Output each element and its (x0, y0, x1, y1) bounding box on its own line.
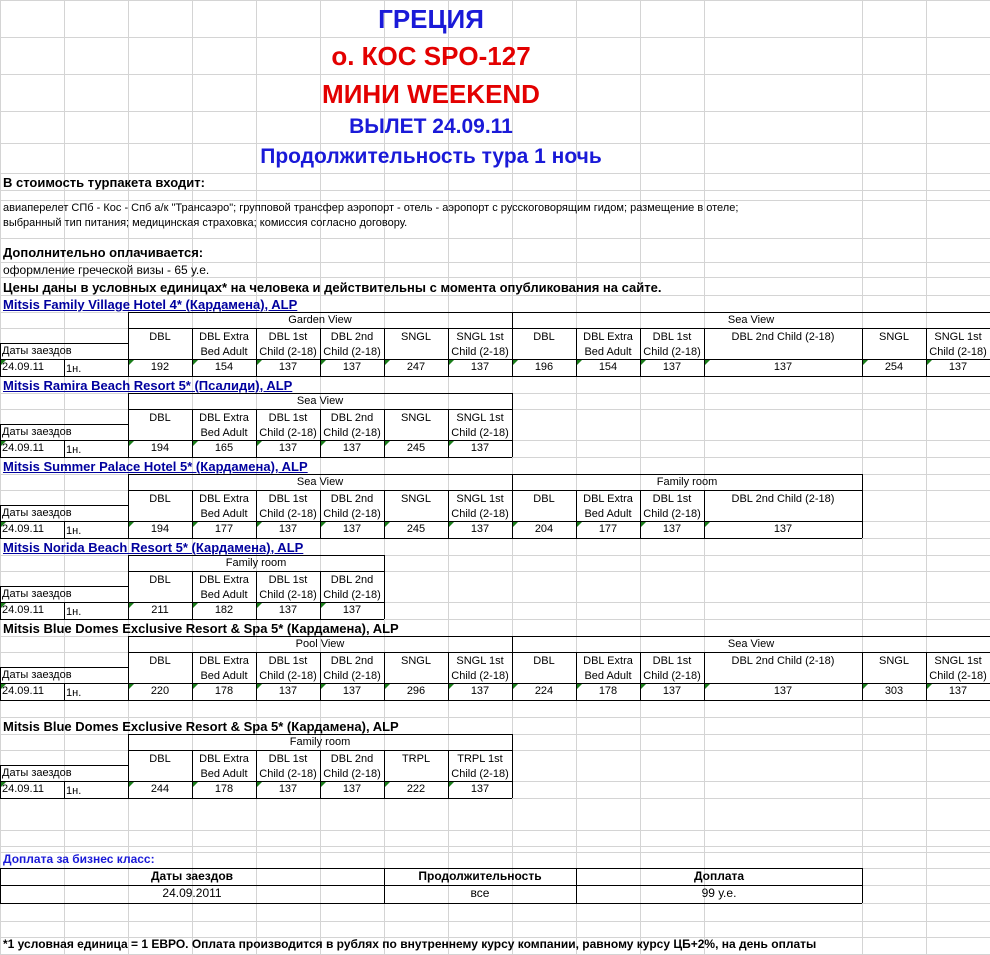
comment-marker (705, 522, 710, 527)
price-cell: 177 (214, 523, 234, 535)
price-cell: 137 (662, 685, 682, 697)
date-cell: 24.09.11 (2, 523, 45, 535)
business-heading: Доплата за бизнес класс: (3, 852, 155, 866)
comment-marker (321, 684, 326, 689)
comment-marker (321, 603, 326, 608)
comment-marker (193, 360, 198, 365)
business-column-header: Даты заездов (150, 869, 234, 883)
comment-marker (257, 782, 262, 787)
comment-marker (257, 684, 262, 689)
column-header: Child (2-18) (323, 508, 381, 520)
column-header: Child (2-18) (643, 670, 701, 682)
room-group-header: Family room (225, 557, 287, 569)
column-header: DBL 2nd (330, 753, 374, 765)
column-header: Bed Adult (584, 670, 632, 682)
price-cell: 194 (150, 523, 170, 535)
room-group-header: Sea View (296, 395, 344, 407)
comment-marker (321, 360, 326, 365)
nights-cell: 1н. (66, 687, 82, 699)
comment-marker (129, 441, 134, 446)
column-header: DBL (149, 574, 171, 586)
hotel-name-link[interactable]: Mitsis Norida Beach Resort 5* (Кардамена), ALP (3, 540, 304, 555)
room-group-header: Sea View (296, 476, 344, 488)
price-cell: 137 (278, 604, 298, 616)
includes-line-2: выбранный тип питания; медицинская страховка; комиссия согласно договору. (3, 217, 408, 229)
column-header: Child (2-18) (323, 670, 381, 682)
price-cell: 222 (406, 783, 426, 795)
price-cell: 137 (342, 442, 362, 454)
column-header: DBL (149, 493, 171, 505)
includes-line-1: авиаперелет СПб - Кос - Спб а/к "Трансаэро"; групповой трансфер аэропорт - отель - аэропорт с русскоговорящим гидом; размещение в отеле; (3, 202, 739, 214)
column-header: DBL 2nd (330, 655, 374, 667)
column-header: Child (2-18) (929, 670, 987, 682)
footnote: *1 условная единица = 1 ЕВРО. Оплата производится в рублях по внутреннему курсу компании, равному курсу ЦБ+2%, на день оплаты (3, 937, 817, 951)
dates-label: Даты заездов (2, 426, 72, 438)
room-group-header: Family room (289, 736, 351, 748)
comment-marker (193, 684, 198, 689)
column-header: SNGL (401, 331, 431, 343)
room-group-header: Sea View (727, 314, 775, 326)
column-header: TRPL 1st (457, 753, 503, 765)
comment-marker (321, 441, 326, 446)
price-cell: 137 (470, 783, 490, 795)
column-header: Bed Adult (584, 346, 632, 358)
column-header: SNGL (401, 655, 431, 667)
price-cell: 254 (884, 361, 904, 373)
comment-marker (1, 782, 6, 787)
comment-marker (641, 522, 646, 527)
comment-marker (927, 360, 932, 365)
extra-heading: Дополнительно оплачивается: (3, 245, 204, 260)
price-cell: 192 (150, 361, 170, 373)
comment-marker (577, 522, 582, 527)
price-cell: 137 (662, 361, 682, 373)
column-header: DBL Extra (199, 655, 249, 667)
comment-marker (193, 522, 198, 527)
hotel-name-link[interactable]: Mitsis Summer Palace Hotel 5* (Кардамена), ALP (3, 459, 308, 474)
column-header: DBL (149, 331, 171, 343)
price-cell: 204 (534, 523, 554, 535)
column-header: TRPL (401, 753, 431, 765)
comment-marker (193, 603, 198, 608)
price-cell: 137 (773, 685, 793, 697)
column-header: DBL 2nd Child (2-18) (731, 493, 835, 505)
column-header: Child (2-18) (451, 670, 509, 682)
price-cell: 154 (598, 361, 618, 373)
comment-marker (385, 782, 390, 787)
price-cell: 177 (598, 523, 618, 535)
comment-marker (577, 360, 582, 365)
comment-marker (577, 684, 582, 689)
column-header: DBL Extra (583, 655, 633, 667)
comment-marker (193, 782, 198, 787)
comment-marker (449, 684, 454, 689)
column-header: DBL 2nd (330, 412, 374, 424)
price-cell: 137 (278, 361, 298, 373)
column-header: Child (2-18) (323, 768, 381, 780)
column-header: Child (2-18) (259, 346, 317, 358)
comment-marker (129, 522, 134, 527)
column-header: Child (2-18) (929, 346, 987, 358)
hotel-name: Mitsis Blue Domes Exclusive Resort & Spa 5* (Кардамена), ALP (3, 719, 399, 734)
nights-cell: 1н. (66, 444, 82, 456)
comment-marker (513, 522, 518, 527)
price-cell: 178 (214, 685, 234, 697)
room-group-header: Family room (656, 476, 718, 488)
column-header: DBL 1st (268, 412, 308, 424)
column-header: DBL 2nd (330, 493, 374, 505)
comment-marker (129, 782, 134, 787)
column-header: Child (2-18) (451, 508, 509, 520)
comment-marker (257, 603, 262, 608)
price-cell: 224 (534, 685, 554, 697)
comment-marker (513, 360, 518, 365)
column-header: SNGL 1st (456, 331, 504, 343)
price-cell: 196 (534, 361, 554, 373)
price-cell: 137 (342, 604, 362, 616)
price-cell: 165 (214, 442, 234, 454)
column-header: Bed Adult (200, 346, 248, 358)
price-cell: 244 (150, 783, 170, 795)
column-header: Child (2-18) (259, 508, 317, 520)
column-header: Child (2-18) (643, 346, 701, 358)
price-cell: 303 (884, 685, 904, 697)
column-header: DBL 2nd (330, 574, 374, 586)
title-island: о. КОС SPO-127 (331, 41, 531, 71)
hotel-name-link[interactable]: Mitsis Ramira Beach Resort 5* (Псалиди), ALP (3, 378, 293, 393)
price-cell: 137 (278, 442, 298, 454)
date-cell: 24.09.11 (2, 783, 45, 795)
title-departure: ВЫЛЕТ 24.09.11 (349, 115, 513, 138)
price-cell: 178 (598, 685, 618, 697)
column-header: Bed Adult (200, 427, 248, 439)
price-cell: 137 (342, 685, 362, 697)
column-header: SNGL 1st (456, 493, 504, 505)
column-header: DBL 2nd Child (2-18) (731, 331, 835, 343)
nights-cell: 1н. (66, 785, 82, 797)
column-header: DBL (533, 655, 555, 667)
column-header: Child (2-18) (323, 346, 381, 358)
room-group-header: Pool View (295, 638, 345, 650)
column-header: DBL Extra (583, 493, 633, 505)
column-header: DBL Extra (199, 753, 249, 765)
column-header: DBL (149, 753, 171, 765)
room-group-header: Garden View (288, 314, 352, 326)
column-header: SNGL (401, 412, 431, 424)
column-header: Bed Adult (200, 768, 248, 780)
comment-marker (1, 360, 6, 365)
price-cell: 137 (342, 523, 362, 535)
column-header: Child (2-18) (451, 768, 509, 780)
column-header: DBL Extra (199, 493, 249, 505)
price-cell: 245 (406, 523, 426, 535)
column-header: SNGL 1st (456, 655, 504, 667)
hotel-name: Mitsis Blue Domes Exclusive Resort & Spa 5* (Кардамена), ALP (3, 621, 399, 636)
title-country: ГРЕЦИЯ (378, 4, 484, 34)
dates-label: Даты заездов (2, 507, 72, 519)
column-header: Child (2-18) (451, 427, 509, 439)
column-header: DBL (149, 655, 171, 667)
column-header: DBL 2nd Child (2-18) (731, 655, 835, 667)
column-header: Child (2-18) (259, 670, 317, 682)
title-duration: Продолжительность тура 1 ночь (260, 145, 602, 168)
column-header: Child (2-18) (323, 589, 381, 601)
column-header: DBL (533, 493, 555, 505)
date-cell: 24.09.11 (2, 361, 45, 373)
column-header: DBL 1st (268, 753, 308, 765)
column-header: Bed Adult (584, 508, 632, 520)
comment-marker (927, 684, 932, 689)
comment-marker (129, 603, 134, 608)
comment-marker (1, 684, 6, 689)
comment-marker (705, 684, 710, 689)
room-group-header: Sea View (727, 638, 775, 650)
price-cell: 178 (214, 783, 234, 795)
price-cell: 245 (406, 442, 426, 454)
column-header: SNGL (879, 655, 909, 667)
column-header: Bed Adult (200, 508, 248, 520)
price-cell: 211 (151, 604, 169, 616)
comment-marker (449, 782, 454, 787)
nights-cell: 1н. (66, 525, 82, 537)
price-cell: 137 (470, 685, 490, 697)
column-header: Bed Adult (200, 670, 248, 682)
date-cell: 24.09.11 (2, 685, 45, 697)
price-cell: 137 (948, 361, 968, 373)
comment-marker (321, 522, 326, 527)
column-header: DBL 2nd (330, 331, 374, 343)
comment-marker (449, 441, 454, 446)
comment-marker (641, 684, 646, 689)
column-header: SNGL 1st (934, 331, 982, 343)
price-cell: 137 (470, 523, 490, 535)
dates-label: Даты заездов (2, 669, 72, 681)
visa-note: оформление греческой визы - 65 у.е. (3, 263, 210, 277)
date-cell: 24.09.11 (2, 442, 45, 454)
column-header: SNGL 1st (456, 412, 504, 424)
column-header: Bed Adult (200, 589, 248, 601)
hotel-name-link[interactable]: Mitsis Family Village Hotel 4* (Кардамена), ALP (3, 297, 298, 312)
comment-marker (257, 441, 262, 446)
column-header: DBL 1st (268, 331, 308, 343)
column-header: DBL 1st (268, 574, 308, 586)
comment-marker (641, 360, 646, 365)
business-column-header: Доплата (693, 869, 745, 883)
column-header: DBL 1st (652, 331, 692, 343)
column-header: DBL Extra (199, 412, 249, 424)
price-cell: 154 (214, 361, 234, 373)
price-cell: 137 (773, 361, 793, 373)
comment-marker (705, 360, 710, 365)
price-cell: 137 (948, 685, 968, 697)
column-header: DBL 1st (268, 655, 308, 667)
price-cell: 137 (342, 783, 362, 795)
comment-marker (449, 522, 454, 527)
column-header: Child (2-18) (259, 589, 317, 601)
comment-marker (129, 684, 134, 689)
price-cell: 296 (406, 685, 426, 697)
comment-marker (863, 360, 868, 365)
date-cell: 24.09.11 (2, 604, 45, 616)
comment-marker (321, 782, 326, 787)
comment-marker (1, 603, 6, 608)
price-cell: 182 (214, 604, 234, 616)
comment-marker (257, 360, 262, 365)
prices-note: Цены даны в условных единицах* на человека и действительны с момента опубликования на сайте. (3, 280, 662, 295)
column-header: DBL Extra (583, 331, 633, 343)
dates-label: Даты заездов (2, 767, 72, 779)
comment-marker (193, 441, 198, 446)
column-header: Child (2-18) (259, 768, 317, 780)
price-cell: 137 (773, 523, 793, 535)
column-header: DBL (149, 412, 171, 424)
column-header: Child (2-18) (259, 427, 317, 439)
price-cell: 137 (278, 685, 298, 697)
nights-cell: 1н. (66, 363, 82, 375)
comment-marker (385, 360, 390, 365)
price-cell: 220 (150, 685, 170, 697)
comment-marker (385, 684, 390, 689)
comment-marker (863, 684, 868, 689)
column-header: SNGL 1st (934, 655, 982, 667)
price-cell: 137 (470, 361, 490, 373)
price-cell: 137 (342, 361, 362, 373)
price-cell: 247 (406, 361, 426, 373)
dates-label: Даты заездов (2, 345, 72, 357)
column-header: Child (2-18) (451, 346, 509, 358)
title-offer: МИНИ WEEKEND (322, 79, 540, 109)
dates-label: Даты заездов (2, 588, 72, 600)
comment-marker (1, 522, 6, 527)
column-header: DBL 1st (652, 493, 692, 505)
business-cell: 24.09.2011 (162, 886, 222, 900)
comment-marker (385, 522, 390, 527)
price-cell: 137 (278, 523, 298, 535)
column-header: Child (2-18) (323, 427, 381, 439)
price-cell: 137 (278, 783, 298, 795)
includes-heading: В стоимость турпакета входит: (3, 175, 205, 190)
comment-marker (513, 684, 518, 689)
column-header: DBL 1st (268, 493, 308, 505)
column-header: DBL 1st (652, 655, 692, 667)
comment-marker (129, 360, 134, 365)
comment-marker (385, 441, 390, 446)
column-header: DBL Extra (199, 331, 249, 343)
column-header: SNGL (879, 331, 909, 343)
price-cell: 194 (150, 442, 170, 454)
column-header: SNGL (401, 493, 431, 505)
business-cell: все (470, 886, 490, 900)
price-cell: 137 (470, 442, 490, 454)
column-header: DBL (533, 331, 555, 343)
comment-marker (1, 441, 6, 446)
business-column-header: Продолжительность (418, 869, 542, 883)
business-cell: 99 у.е. (701, 886, 737, 900)
column-header: Child (2-18) (643, 508, 701, 520)
price-cell: 137 (662, 523, 682, 535)
comment-marker (449, 360, 454, 365)
comment-marker (257, 522, 262, 527)
column-header: DBL Extra (199, 574, 249, 586)
nights-cell: 1н. (66, 606, 82, 618)
